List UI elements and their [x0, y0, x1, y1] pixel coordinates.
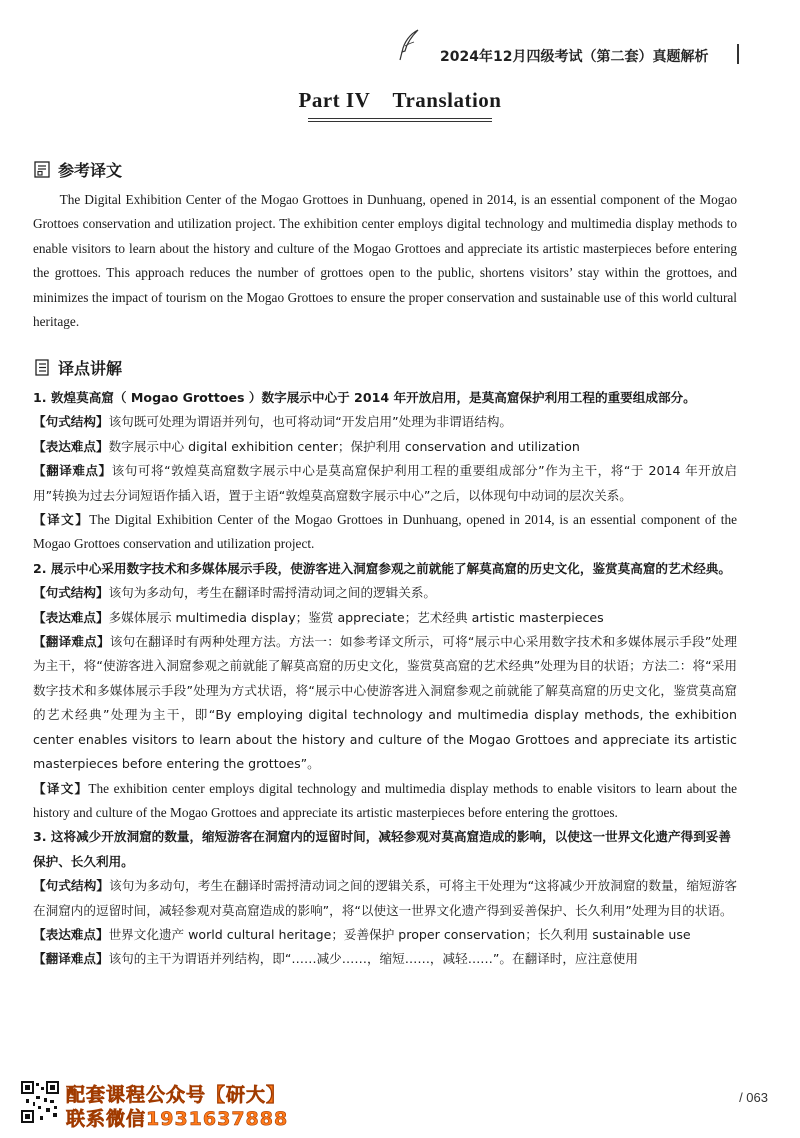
item-1-expression: 【表达难点】数字展示中心 digital exhibition center；保护利用 conservation and utilization: [33, 438, 580, 454]
item-2-structure: 【句式结构】该句为多动句，考生在翻译时需捋清动词之间的逻辑关系。: [33, 585, 436, 601]
item-1-structure: 【句式结构】该句既可处理为谓语并列句，也可将动词“开发启用”处理为非谓语结构。: [33, 414, 513, 430]
promo-line-2: 联系微信1931637888: [66, 1108, 289, 1130]
promo-line-1: 配套课程公众号【研大】: [66, 1084, 287, 1106]
reference-heading: 参考译文: [34, 158, 122, 181]
analysis-content: [33, 386, 737, 972]
title-underline-2: [308, 121, 492, 122]
reference-text-block: [33, 188, 737, 334]
item-2-difficulty: 【翻译难点】该句在翻译时有两种处理方法。方法一：如参考译文所示，可将“展示中心采用数字技术和多媒体展示手段”处理为主干，将“使游客进入洞窟参观之前就能了解莫高窟的历史文化，鉴赏莫高窟的艺术经典”处理为目的状语；方法二：将“采用数字技术和多媒体展示手段”处理为方式状语，将“展示中心使游客进入洞窟参观之前就能了解莫高窟的历史文化，鉴赏莫高窟的艺术经典”处理为主干，即“By employing digital technology and multimedia display methods, the exhibition center enables visitors to learn about the history and culture of the Mogao Grottoes and appreciate its artistic masterpieces before entering the grottoes”。: [33, 634, 737, 772]
item-3-difficulty: 【翻译难点】该句的主干为谓语并列结构，即“……减少……，缩短……，减轻……”。在翻译时，应注意使用: [33, 951, 638, 967]
item-1-translation: 【译文】The Digital Exhibition Center of the Mogao Grottoes in Dunhuang, opened in 2014, is an essential component of the Mogao Grottoes conservation and utilization project.: [33, 512, 737, 552]
item-3-structure: 【句式结构】该句为多动句，考生在翻译时需捋清动词之间的逻辑关系，可将主干处理为“这将减少开放洞窟的数量，缩短游客在洞窟内的逗留时间，减轻参观对莫高窟造成的影响”，将“以使这一世界文化遗产得到妥善保护、长久利用”处理为目的状语。: [33, 878, 737, 918]
item-2-title: 2. 展示中心采用数字技术和多媒体展示手段，使游客进入洞窟参观之前就能了解莫高窟的历史文化，鉴赏莫高窟的艺术经典。: [33, 560, 731, 576]
analysis-heading: 译点讲解: [34, 356, 122, 379]
qr-code-icon[interactable]: [20, 1080, 60, 1124]
reference-paragraph: The Digital Exhibition Center of the Mogao Grottoes in Dunhuang, opened in 2014, is an essential component of the Mogao Grottoes conservation and utilization project. The exhibition center employs digital technology and multimedia display methods to enable visitors to learn about the history and culture of the Mogao Grottoes and appreciate its artistic masterpieces before entering the grottoes. This approach reduces the number of grottoes open to the public, shortens visitors’ stay within the grottoes, and minimizes the impact of tourism on the Mogao Grottoes to ensure the proper conservation and sustainable use of this world cultural heritage.: [33, 192, 737, 330]
header-divider: [737, 44, 739, 64]
page-number: / 063: [739, 1090, 768, 1105]
running-header: 2024年12月四级考试（第二套）真题解析: [440, 49, 709, 65]
quill-pen-icon: [396, 28, 424, 62]
item-3-title: 3. 这将减少开放洞窟的数量，缩短游客在洞窟内的逗留时间，减轻参观对莫高窟造成的影响，以使这一世界文化遗产得到妥善保护、长久利用。: [33, 829, 731, 869]
item-3-expression: 【表达难点】世界文化遗产 world cultural heritage；妥善保护 proper conservation；长久利用 sustainable use: [33, 926, 691, 942]
document-icon: [34, 161, 50, 178]
item-2-expression: 【表达难点】多媒体展示 multimedia display；鉴赏 appreciate；艺术经典 artistic masterpieces: [33, 609, 604, 625]
item-1-difficulty: 【翻译难点】该句可将“敦煌莫高窟数字展示中心是莫高窟保护利用工程的重要组成部分”作为主干，将“于 2014 年开放启用”转换为过去分词短语作插入语，置于主语“敦煌莫高窟数字展示中心”之后，以体现句中动词的层次关系。: [33, 463, 737, 503]
list-document-icon: [34, 359, 50, 376]
part-title: Part IV Translation: [298, 88, 502, 112]
title-underline: [308, 118, 492, 119]
item-1-title: 1. 敦煌莫高窟（ Mogao Grottoes ）数字展示中心于 2014 年开放启用，是莫高窟保护利用工程的重要组成部分。: [33, 390, 696, 405]
item-2-translation: 【译文】The exhibition center employs digital technology and multimedia display methods to enable visitors to learn about the history and culture of the Mogao Grottoes and appreciate its artistic masterpieces before entering the grottoes.: [33, 780, 737, 820]
